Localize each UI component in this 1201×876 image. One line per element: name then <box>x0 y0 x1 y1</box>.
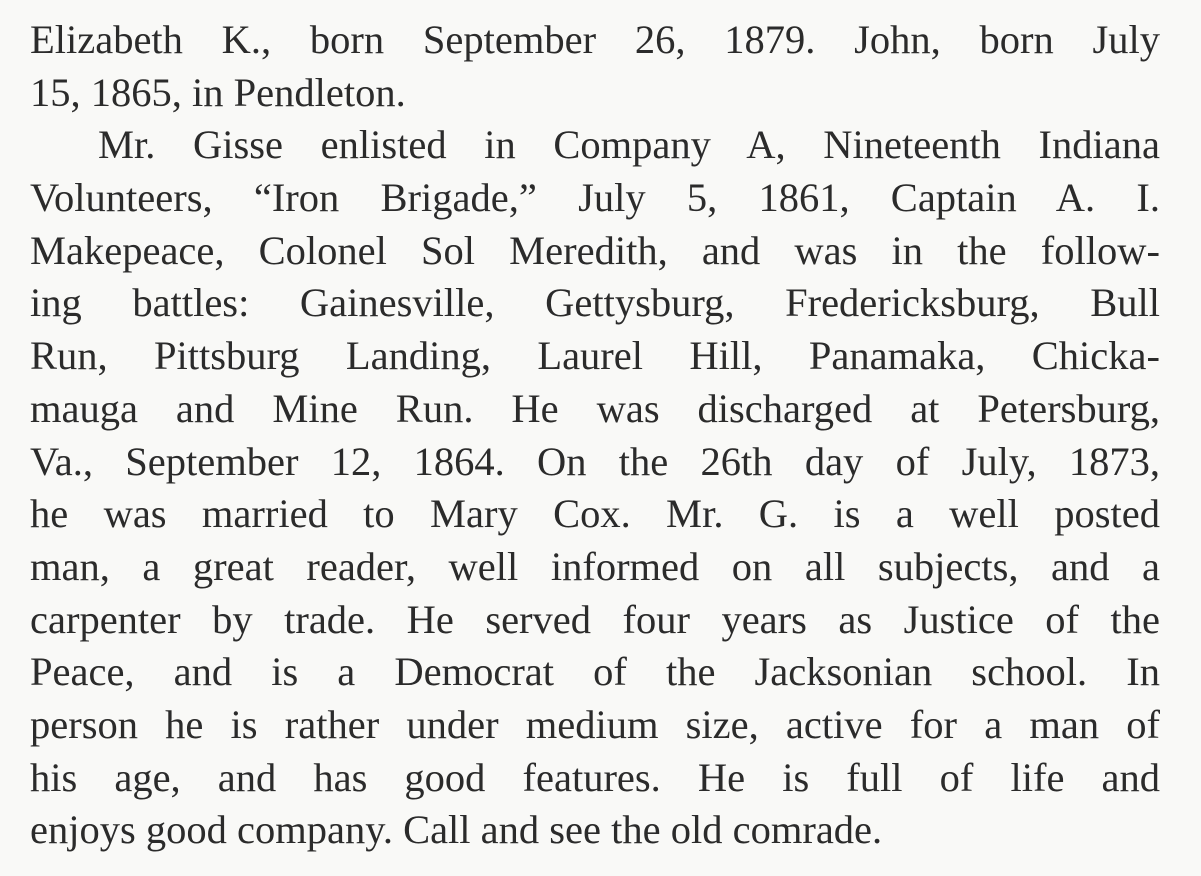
text-line: Va., September 12, 1864. On the 26th day of July, 1873, <box>30 438 1160 484</box>
text-line: Volunteers, “Iron Brigade,” July 5, 1861, Captain A. I. <box>30 175 1160 221</box>
text-line: Elizabeth K., born September 26, 1879. John, born July <box>30 17 1160 62</box>
text-line: Mr. Gisse enlisted in Company A, Nineteenth Indiana <box>98 122 1160 168</box>
text-line: man, a great reader, well informed on all subjects, and a <box>30 543 1160 589</box>
text-line: Makepeace, Colonel Sol Meredith, and was in the follow- <box>30 227 1160 273</box>
text-line: Run, Pittsburg Landing, Laurel Hill, Panamaka, Chicka- <box>30 333 1160 379</box>
document-text <box>30 14 1160 857</box>
text-line: person he is rather under medium size, active for a man of <box>30 701 1160 747</box>
text-line: enjoys good company. Call and see the old comrade. <box>30 807 883 853</box>
text-line: his age, and has good features. He is full of life and <box>30 754 1160 800</box>
text-line: Peace, and is a Democrat of the Jacksonian school. In <box>30 649 1160 695</box>
text-line: mauga and Mine Run. He was discharged at Petersburg, <box>30 385 1160 431</box>
text-line: he was married to Mary Cox. Mr. G. is a well posted <box>30 491 1160 537</box>
text-line: carpenter by trade. He served four years as Justice of the <box>30 596 1160 642</box>
text-line: ing battles: Gainesville, Gettysburg, Fredericksburg, Bull <box>30 280 1160 326</box>
text-line: 15, 1865, in Pendleton. <box>30 69 406 115</box>
